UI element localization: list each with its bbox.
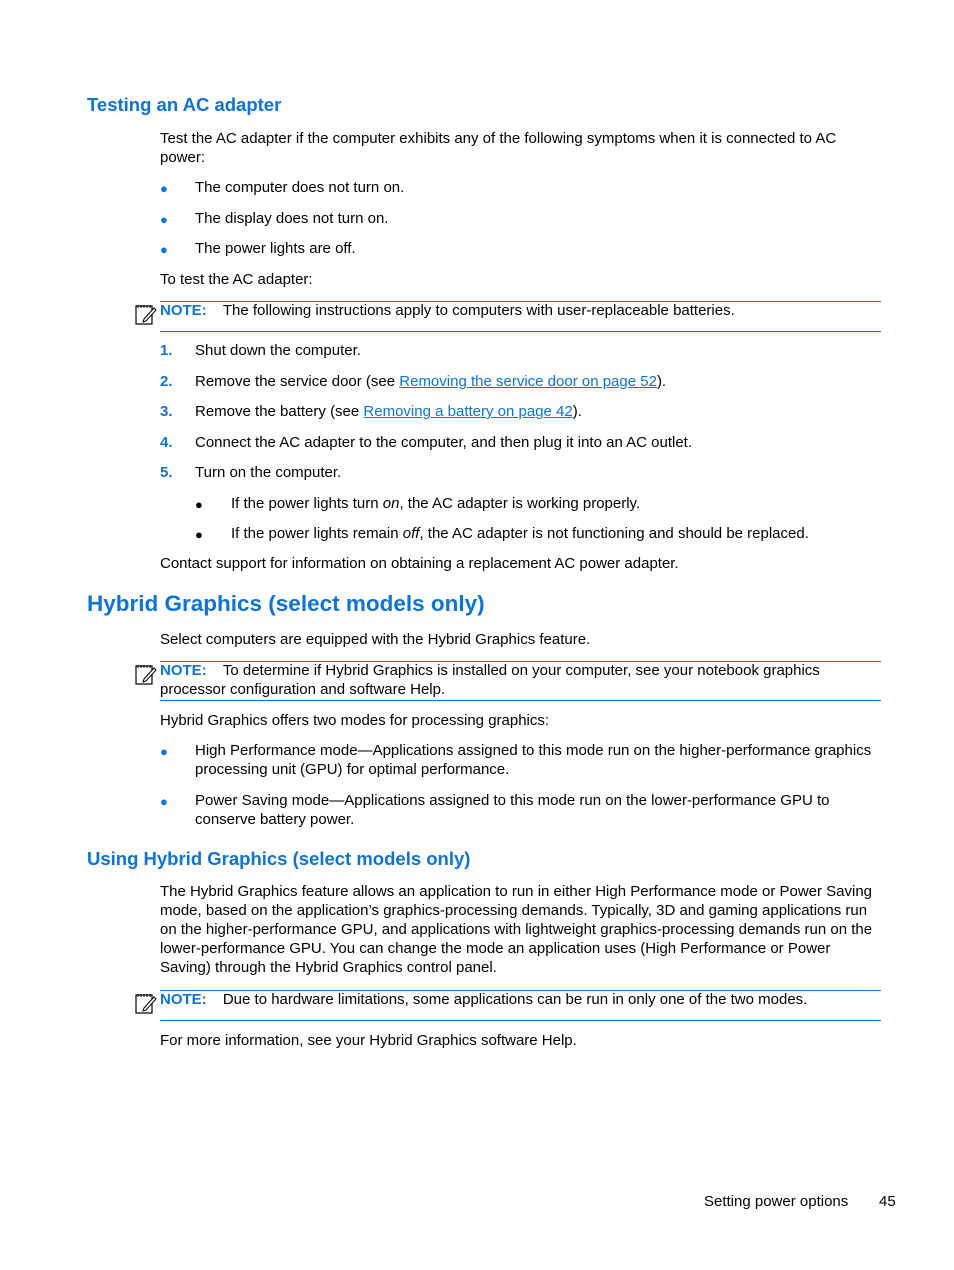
note-pad-icon	[134, 302, 158, 326]
to-test-paragraph: To test the AC adapter:	[160, 271, 313, 288]
note-bottom-rule	[160, 331, 881, 332]
more-info-paragraph: For more information, see your Hybrid Graphics software Help.	[160, 1032, 577, 1049]
step-number: 3.	[160, 403, 173, 420]
note-pad-icon	[134, 662, 158, 686]
note-content	[160, 990, 880, 1009]
bullet-icon: ●	[160, 794, 168, 809]
step-number: 1.	[160, 342, 173, 359]
sub-item-post: , the AC adapter is not functioning and should be replaced.	[419, 525, 809, 542]
using-hybrid-body: The Hybrid Graphics feature allows an application to run in either High Performance mode or Power Saving mode, based on the application’s graphics-processing demands. Typically, 3D and gaming applications run on the higher-performance GPU, and applications with lightweight graphics-processing demands run on the lower-performance GPU. You can change the mode an application uses (High Performance or Power Saving) through the Hybrid Graphics control panel.	[160, 883, 873, 976]
intro-paragraph: Test the AC adapter if the computer exhibits any of the following symptoms when it is connected to AC power:	[160, 130, 837, 166]
step-number: 4.	[160, 434, 173, 451]
sub-item	[231, 524, 875, 543]
bullet-icon: ●	[195, 497, 203, 512]
note-content	[160, 301, 880, 320]
sub-item-post: , the AC adapter is working properly.	[399, 495, 641, 512]
bullet-icon: ●	[195, 527, 203, 542]
hybrid-intro-paragraph: Select computers are equipped with the Hybrid Graphics feature.	[160, 631, 591, 648]
sub-item-pre: If the power lights turn	[231, 495, 383, 512]
bullet-icon: ●	[160, 212, 168, 227]
step-text-pre: Remove the battery (see	[195, 403, 364, 420]
step-text	[195, 372, 875, 391]
step-number: 2.	[160, 373, 173, 390]
footer-section-title: Setting power options	[704, 1193, 849, 1210]
note-label: NOTE:	[160, 302, 207, 319]
step-text: Shut down the computer.	[195, 342, 361, 359]
step-number: 5.	[160, 464, 173, 481]
contact-paragraph: Contact support for information on obtaining a replacement AC power adapter.	[160, 555, 679, 572]
step-text-post: ).	[656, 373, 667, 390]
step-text-pre: Remove the service door (see	[195, 373, 400, 390]
note-pad-icon	[134, 991, 158, 1015]
bullet-icon: ●	[160, 744, 168, 759]
symptom-item: The display does not turn on.	[195, 210, 389, 227]
step-text-post: ).	[572, 403, 582, 420]
heading-hybrid-graphics: Hybrid Graphics (select models only)	[87, 591, 485, 616]
note-bottom-rule	[160, 700, 881, 701]
sub-item-em: off	[402, 525, 420, 542]
sub-item	[231, 494, 875, 513]
bullet-icon: ●	[160, 242, 168, 257]
note-label: NOTE:	[160, 662, 207, 679]
step-text: Connect the AC adapter to the computer, and then plug it into an AC outlet.	[195, 434, 692, 451]
symptom-item: The computer does not turn on.	[195, 179, 405, 196]
step-text	[195, 402, 875, 421]
heading-testing-ac-adapter: Testing an AC adapter	[87, 94, 282, 115]
note-content	[160, 661, 875, 699]
symptom-item: The power lights are off.	[195, 240, 356, 257]
footer-page-number: 45	[879, 1193, 896, 1210]
bullet-icon: ●	[160, 181, 168, 196]
note-label: NOTE:	[160, 991, 207, 1008]
step-text: Turn on the computer.	[195, 464, 342, 481]
note-text: Due to hardware limitations, some applications can be run in only one of the two modes.	[222, 991, 808, 1008]
link-removing-battery[interactable]: Removing a battery on page 42	[363, 403, 573, 420]
modes-intro-paragraph: Hybrid Graphics offers two modes for processing graphics:	[160, 712, 550, 729]
sub-item-pre: If the power lights remain	[231, 525, 403, 542]
note-text: The following instructions apply to computers with user-replaceable batteries.	[222, 302, 735, 319]
heading-using-hybrid-graphics: Using Hybrid Graphics (select models only)	[87, 848, 471, 869]
mode-item: Power Saving mode—Applications assigned to this mode run on the lower-performance GPU to conserve battery power.	[195, 792, 830, 828]
mode-item: High Performance mode—Applications assigned to this mode run on the higher-performance graphics processing unit (GPU) for optimal performance.	[195, 742, 872, 778]
note-text: To determine if Hybrid Graphics is installed on your computer, see your notebook graphics processor configuration and software Help.	[160, 662, 820, 698]
note-bottom-rule	[160, 1020, 881, 1021]
sub-item-em: on	[382, 495, 400, 512]
link-removing-service-door[interactable]: Removing the service door on page 52	[399, 373, 657, 390]
